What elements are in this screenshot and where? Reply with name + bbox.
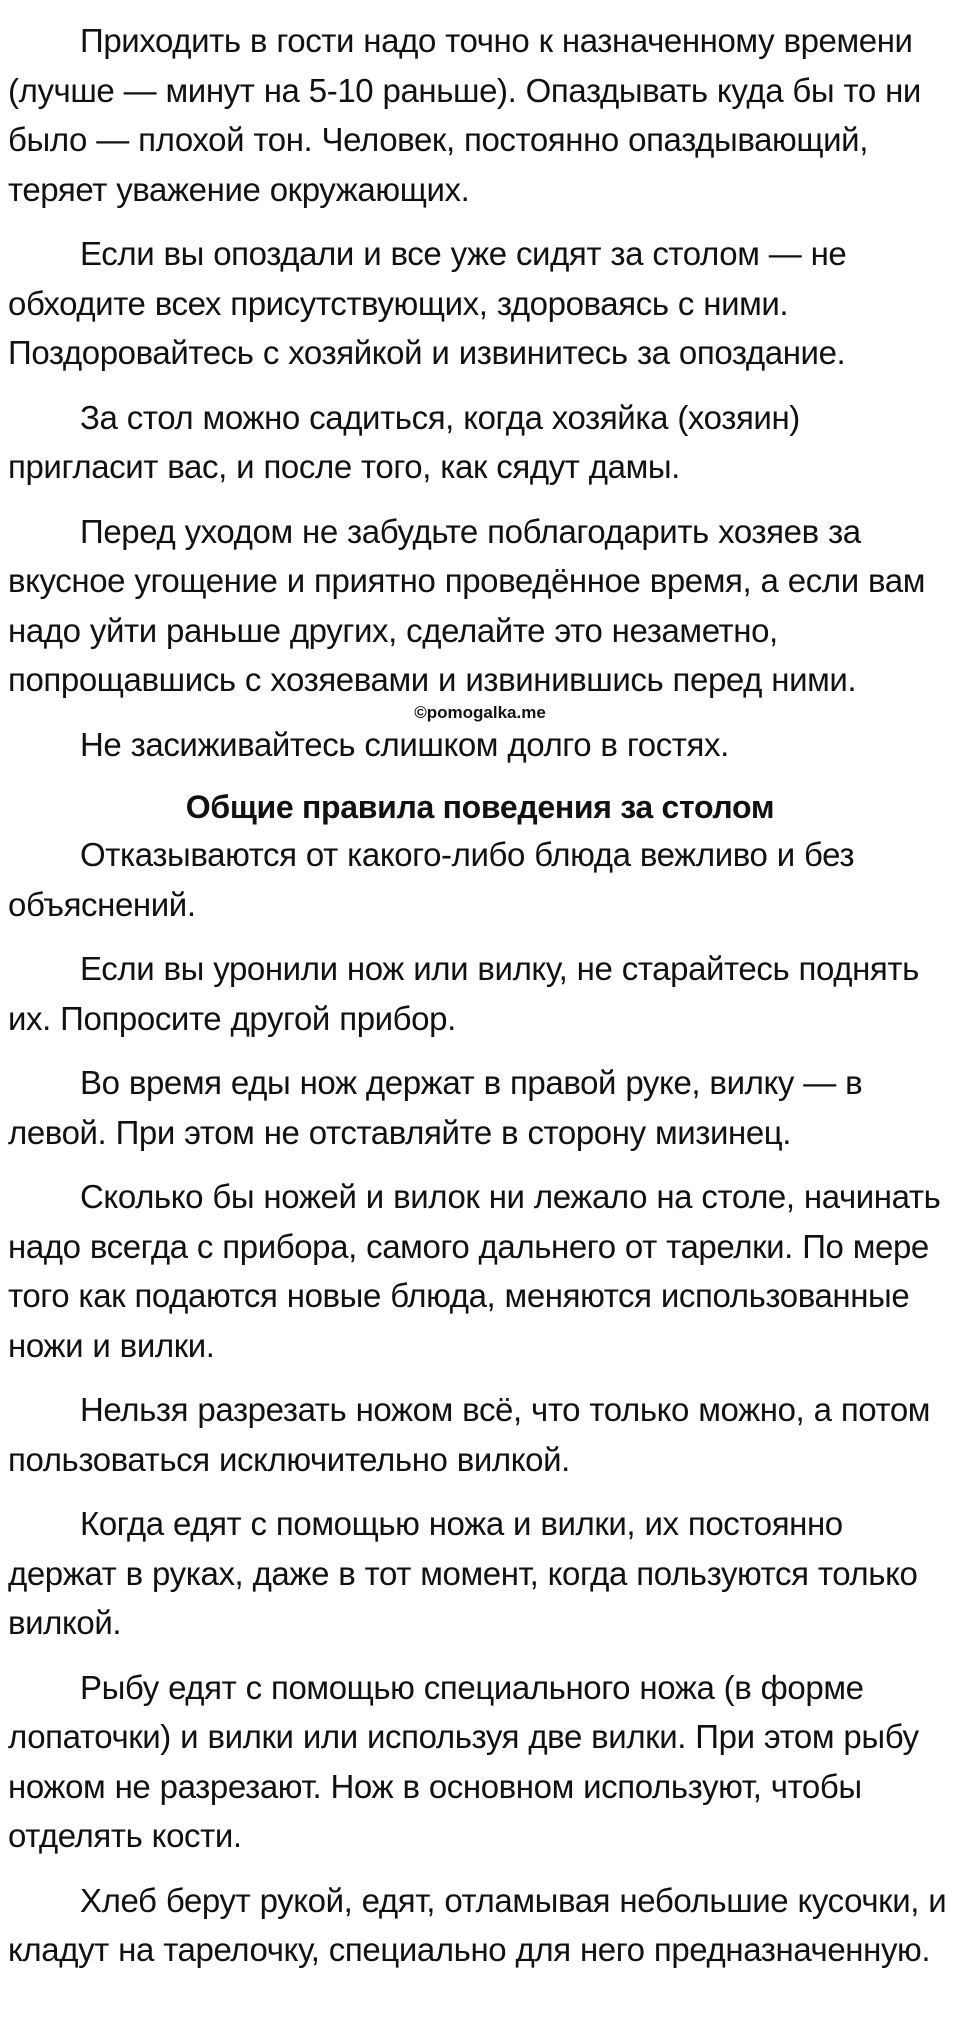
paragraph-not-overstaying: Не засиживайтесь слишком долго в гостях. bbox=[80, 725, 729, 763]
paragraph-refusing-dish: Отказываются от какого-либо блюда вежливо и без объяснений. bbox=[8, 836, 855, 923]
paragraph-leaving: Перед уходом не забудьте поблагодарить хозяев за вкусное угощение и приятно проведённое время, а если вам надо уйти раньше других, сделайте это незаметно, попрощавшись с хозяевами и извинившись перед ними. bbox=[8, 512, 925, 698]
paragraph-dropped-cutlery: Если вы уронили нож или вилку, не старайтесь поднять их. Попросите другой прибор. bbox=[8, 950, 919, 1037]
paragraph-holding-cutlery: Во время еды нож держат в правой руке, вилку — в левой. При этом не отставляйте в сторону мизинец. bbox=[8, 1064, 863, 1151]
paragraph-knife-and-fork: Когда едят с помощью ножа и вилки, их постоянно держат в руках, даже в тот момент, когда пользуются только вилкой. bbox=[8, 1505, 918, 1641]
paragraph-eating-fish: Рыбу едят с помощью специального ножа (в форме лопаточки) и вилки или используя две вилки. При этом рыбу ножом не разрезают. Нож в основном используют, чтобы отделять кости. bbox=[8, 1668, 919, 1854]
paragraph-bread: Хлеб берут рукой, едят, отламывая небольшие кусочки, и кладут на тарелочку, специально для него предназначенную. bbox=[8, 1881, 947, 1968]
paragraph-arrival-time: Приходить в гости надо точно к назначенному времени (лучше — минут на 5-10 раньше). Опаздывать куда бы то ни было — плохой тон. Человек, постоянно опаздывающий, теряет уважение окружающих. bbox=[8, 22, 921, 208]
paragraph-late-arrival: Если вы опоздали и все уже сидят за столом — не обходите всех присутствующих, здороваясь с ними. Поздоровайтесь с хозяйкой и извинитесь за опоздание. bbox=[8, 235, 847, 371]
watermark: ©pomogalka.me bbox=[414, 703, 546, 722]
section-heading: Общие правила поведения за столом bbox=[185, 789, 775, 825]
paragraph-sitting-down: За стол можно садиться, когда хозяйка (хозяин) пригласит вас, и после того, как сядут дамы. bbox=[8, 398, 800, 485]
paragraph-cutting-food: Нельзя разрезать ножом всё, что только можно, а потом пользоваться исключительно вилкой. bbox=[8, 1391, 931, 1478]
paragraph-cutlery-order: Сколько бы ножей и вилок ни лежало на столе, начинать надо всегда с прибора, самого дальнего от тарелки. По мере того как подаются новые блюда, меняются использованные ножи и вилки. bbox=[8, 1178, 941, 1364]
document-page bbox=[8, 16, 952, 1990]
